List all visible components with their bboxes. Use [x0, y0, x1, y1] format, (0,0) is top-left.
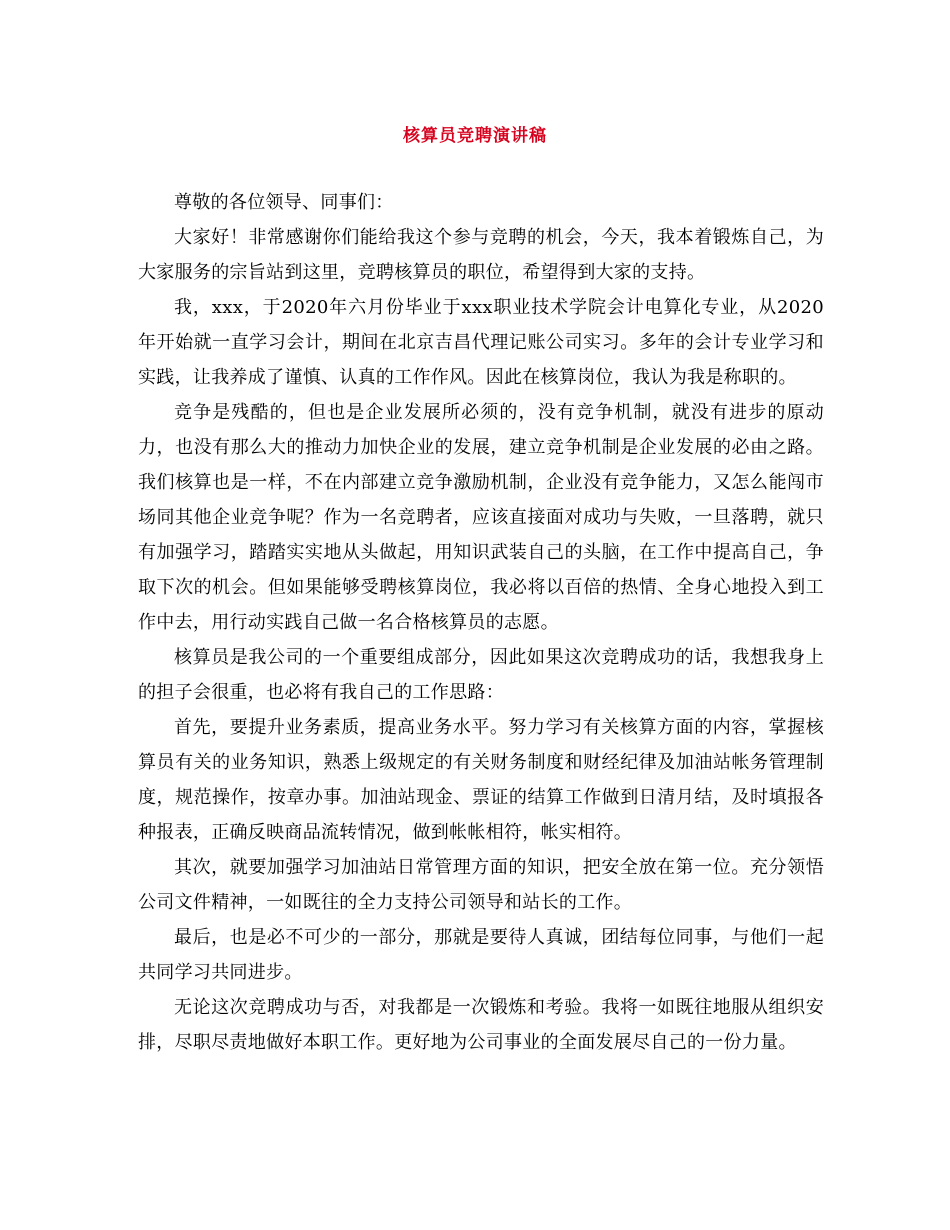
closing-paragraph: 无论这次竞聘成功与否，对我都是一次锻炼和考验。我将一如既往地服从组织安排，尽职尽责地做好本职工作。更好地为公司事业的全面发展尽自己的一份力量。: [138, 997, 824, 1053]
greeting-paragraph: 大家好！非常感谢你们能给我这个参与竞聘的机会，今天，我本着锻炼自己，为大家服务的宗旨站到这里，竞聘核算员的职位，希望得到大家的支持。: [138, 227, 824, 283]
salutation-paragraph: 尊敬的各位领导、同事们：: [174, 192, 394, 213]
plan-first-paragraph: 首先，要提升业务素质，提高业务水平。努力学习有关核算方面的内容，掌握核算员有关的业务知识，熟悉上级规定的有关财务制度和财经纪律及加油站帐务管理制度，规范操作，按章办事。加油站现金、票证的结算工作做到日清月结，及时填报各种报表，正确反映商品流转情况，做到帐帐相符，帐实相符。: [138, 717, 824, 843]
competition-paragraph: 竞争是残酷的，但也是企业发展所必须的，没有竞争机制，就没有进步的原动力，也没有那么大的推动力加快企业的发展，建立竞争机制是企业发展的必由之路。我们核算也是一样，不在内部建立竞争激励机制，企业没有竞争能力，又怎么能闯市场同其他企业竞争呢？作为一名竞聘者，应该直接面对成功与失败，一旦落聘，就只有加强学习，踏踏实实地从头做起，用知识武装自己的头脑，在工作中提高自己，争取下次的机会。但如果能够受聘核算岗位，我必将以百倍的热情、全身心地投入到工作中去，用行动实践自己做一名合格核算员的志愿。: [138, 402, 824, 633]
document-title: 核算员竞聘演讲稿: [403, 126, 547, 146]
plan-last-paragraph: 最后，也是必不可少的一部分，那就是要待人真诚，团结每位同事，与他们一起共同学习共同进步。: [138, 927, 824, 983]
role-importance-paragraph: 核算员是我公司的一个重要组成部分，因此如果这次竞聘成功的话，我想我身上的担子会很重，也必将有我自己的工作思路：: [138, 647, 824, 703]
document-body: [138, 185, 824, 1060]
plan-second-paragraph: 其次，就要加强学习加油站日常管理方面的知识，把安全放在第一位。充分领悟公司文件精神，一如既往的全力支持公司领导和站长的工作。: [138, 857, 824, 913]
self-introduction-paragraph: 我，xxx，于2020年六月份毕业于xxx职业技术学院会计电算化专业，从2020年开始就一直学习会计，期间在北京吉昌代理记账公司实习。多年的会计专业学习和实践，让我养成了谨慎、认真的工作作风。因此在核算岗位，我认为我是称职的。: [138, 297, 824, 388]
